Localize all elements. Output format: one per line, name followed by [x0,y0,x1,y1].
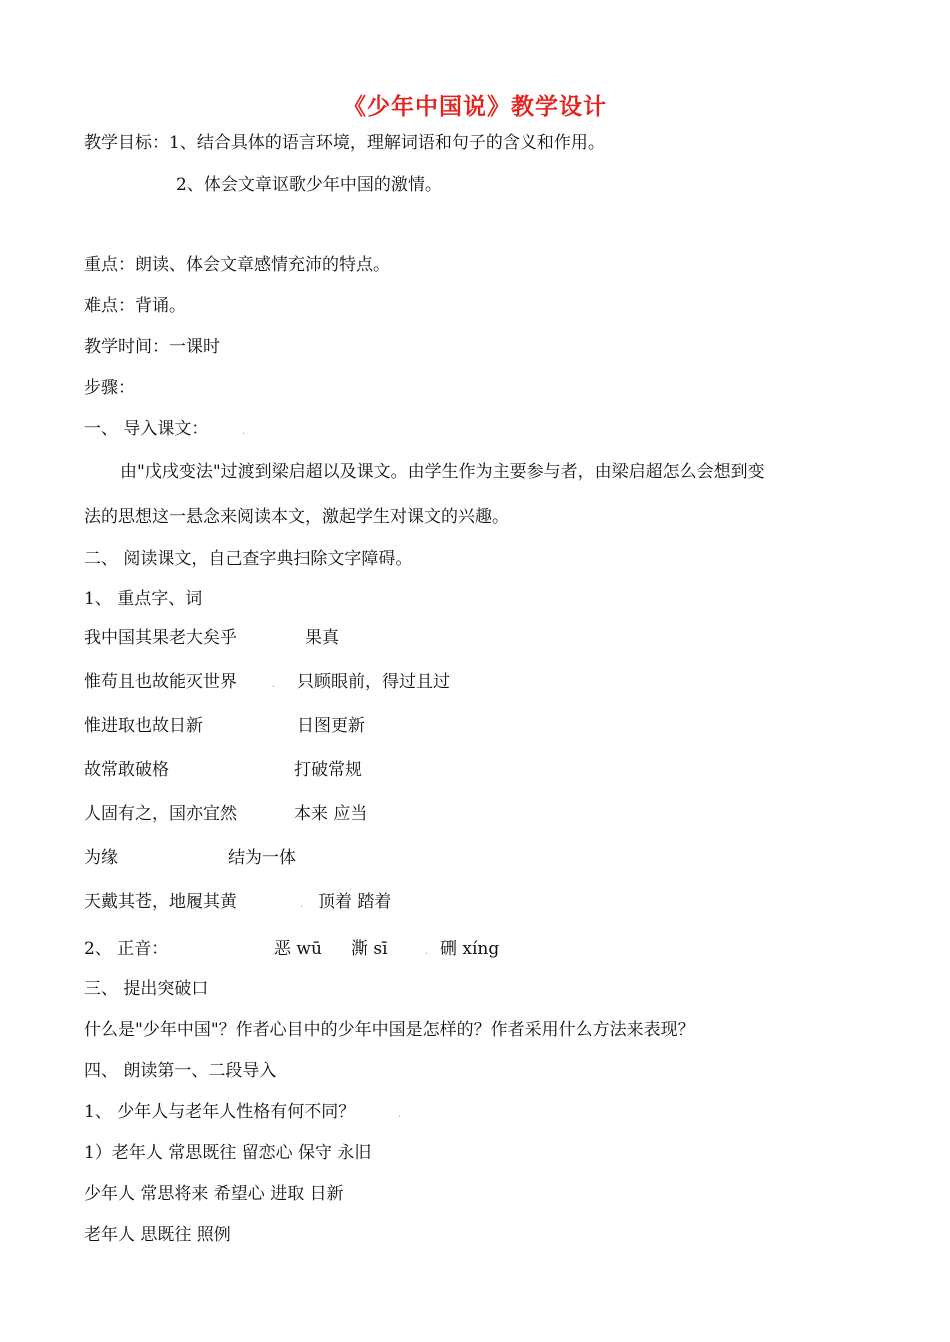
vocab-term: 故常敢破格 [84,760,169,780]
objective-line-2: 2、体会文章讴歌少年中国的激情。 [176,175,442,195]
teaching-time: 教学时间：一课时 [84,337,220,357]
section-3-heading: 三、 提出突破口 [84,979,209,999]
vocab-term: 惟进取也故日新 [84,716,203,736]
vocab-meaning: 日图更新 [297,716,365,736]
section-3-question: 什么是"少年中国"？作者心目中的少年中国是怎样的？作者采用什么方法来表现？ [84,1020,695,1040]
comparison-row-1: 1）老年人 常思既往 留恋心 保守 永旧 [84,1143,372,1163]
dot-mark: . [300,899,304,910]
document-title: 《少年中国说》教学设计 [343,94,607,120]
dot-mark: . [425,946,429,957]
vocab-meaning: 打破常规 [294,760,362,780]
section-1-paragraph-line-2: 法的思想这一悬念来阅读本文，激起学生对课文的兴趣。 [84,507,509,527]
vocab-term: 为缘 [84,848,118,868]
vocab-meaning: 本来 应当 [294,804,368,824]
section-1-heading: 一、 导入课文： [84,419,209,439]
vocab-meaning: 顶着 踏着 [318,892,392,912]
section-4-heading: 四、 朗读第一、二段导入 [84,1061,277,1081]
vocab-term: 惟苟且也故能灭世界 [84,672,237,692]
section-2-heading: 二、 阅读课文，自己查字典扫除文字障碍。 [84,549,413,569]
section-2-sub-1: 1、 重点字、词 [84,589,203,609]
pronunciation: 恶 wū [274,939,322,959]
dot-mark: . [272,679,276,690]
comparison-row-2: 少年人 常思将来 希望心 进取 日新 [84,1184,344,1204]
pronunciation: 硎 xíng [440,939,500,959]
vocab-meaning: 结为一体 [228,848,296,868]
objective-line-1: 教学目标：1、结合具体的语言环境，理解词语和句子的含义和作用。 [84,133,605,153]
dot-mark: . [398,1109,402,1120]
steps-label: 步骤： [84,378,135,398]
difficulty: 难点：背诵。 [84,296,186,316]
section-1-paragraph-line-1: 由"戊戌变法"过渡到梁启超以及课文。由学生作为主要参与者，由梁启超怎么会想到变 [120,462,765,482]
section-2-sub-2: 2、 正音： [84,939,169,959]
dot-mark: . [242,426,246,437]
vocab-meaning: 只顾眼前，得过且过 [297,672,450,692]
vocab-meaning: 果真 [305,628,339,648]
section-4-question-1: 1、 少年人与老年人性格有何不同？ [84,1102,356,1122]
pronunciation: 澌 sī [351,939,388,959]
comparison-row-3: 老年人 思既往 照例 [84,1225,231,1245]
vocab-term: 人固有之，国亦宜然 [84,804,237,824]
vocab-term: 天戴其苍，地履其黄 [84,892,237,912]
vocab-term: 我中国其果老大矣乎 [84,628,237,648]
key-point: 重点：朗读、体会文章感情充沛的特点。 [84,255,390,275]
